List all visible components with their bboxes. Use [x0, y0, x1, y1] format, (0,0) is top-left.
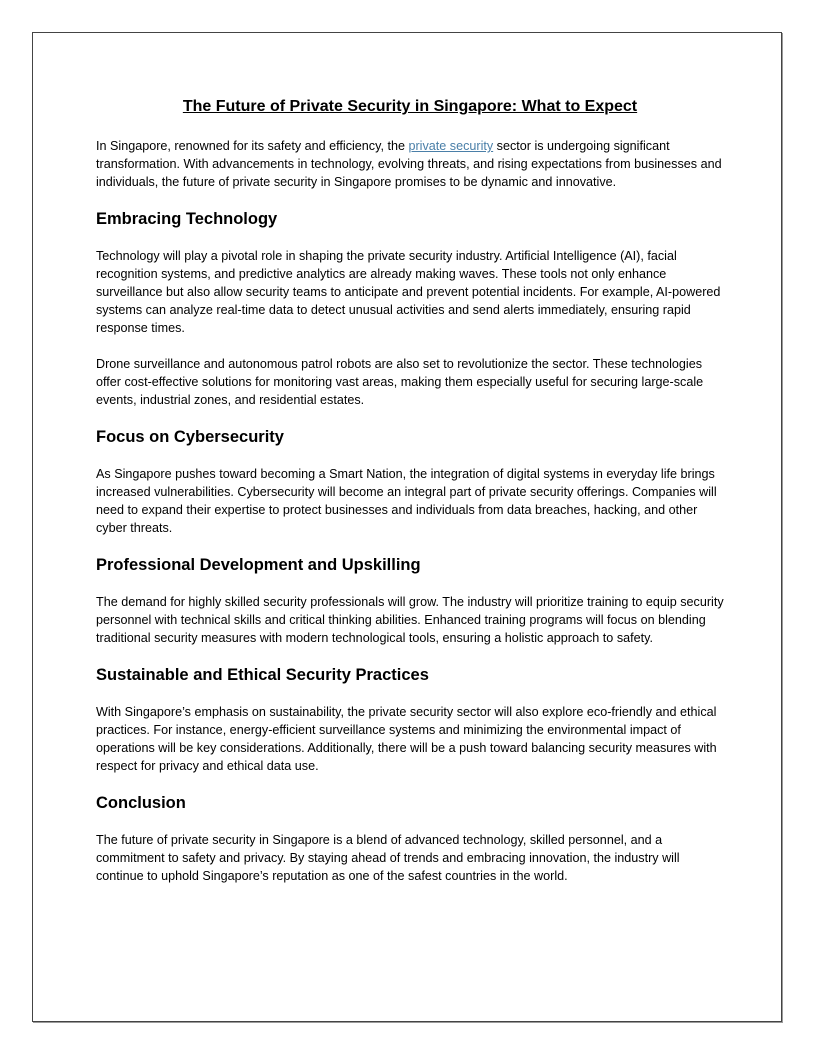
section-paragraph: With Singapore’s emphasis on sustainability, the private security sector will also explore eco-friendly and ethical practices. For instance, energy-efficient surveillance systems and minimizing the environmental impact of operations will be key considerations. Additionally, there will be a push toward balancing security measures with respect for privacy and ethical data use. — [96, 705, 717, 773]
section-heading-sustainable-ethical: Sustainable and Ethical Security Practices — [96, 666, 429, 684]
section-paragraph: As Singapore pushes toward becoming a Smart Nation, the integration of digital systems in everyday life brings increased vulnerabilities. Cybersecurity will become an integral part of private security offerings. Companies will need to expand their expertise to protect businesses and individuals from data breaches, hacking, and other cyber threats. — [96, 467, 717, 535]
private-security-link[interactable]: private security — [408, 139, 494, 153]
section-heading-conclusion: Conclusion — [96, 794, 186, 812]
section-heading-cybersecurity: Focus on Cybersecurity — [96, 428, 284, 446]
document-body — [96, 97, 724, 903]
section-heading-embracing-technology: Embracing Technology — [96, 210, 278, 228]
document-page — [32, 32, 782, 1022]
intro-text-before: In Singapore, renowned for its safety and efficiency, the — [96, 139, 409, 153]
section-paragraph: The demand for highly skilled security professionals will grow. The industry will prioritize training to equip security personnel with technical skills and critical thinking abilities. Enhanced training programs will focus on blending traditional security measures with modern technological tools, ensuring a holistic approach to safety. — [96, 595, 724, 645]
intro-text-after: sector is undergoing significant transformation. With advancements in technology, evolving threats, and rising expectations from businesses and individuals, the future of private security in Singapore promises to be dynamic and innovative. — [96, 139, 722, 189]
intro-paragraph — [96, 137, 724, 191]
section-paragraph: Drone surveillance and autonomous patrol robots are also set to revolutionize the sector. These technologies offer cost-effective solutions for monitoring vast areas, making them especially useful for securing large-scale events, industrial zones, and residential estates. — [96, 357, 704, 407]
page-title: The Future of Private Security in Singapore: What to Expect — [182, 98, 638, 115]
section-paragraph: Technology will play a pivotal role in shaping the private security industry. Artificial Intelligence (AI), facial recognition systems, and predictive analytics are already making waves. These tools not only enhance surveillance but also allow security teams to anticipate and prevent potential incidents. For example, AI-powered systems can analyze real-time data to detect unusual activities and send alerts immediately, ensuring rapid response times. — [96, 249, 721, 335]
section-heading-professional-development: Professional Development and Upskilling — [96, 556, 421, 574]
section-paragraph: The future of private security in Singapore is a blend of advanced technology, skilled personnel, and a commitment to safety and privacy. By staying ahead of trends and embracing innovation, the industry will continue to uphold Singapore’s reputation as one of the safest countries in the world. — [96, 833, 680, 883]
